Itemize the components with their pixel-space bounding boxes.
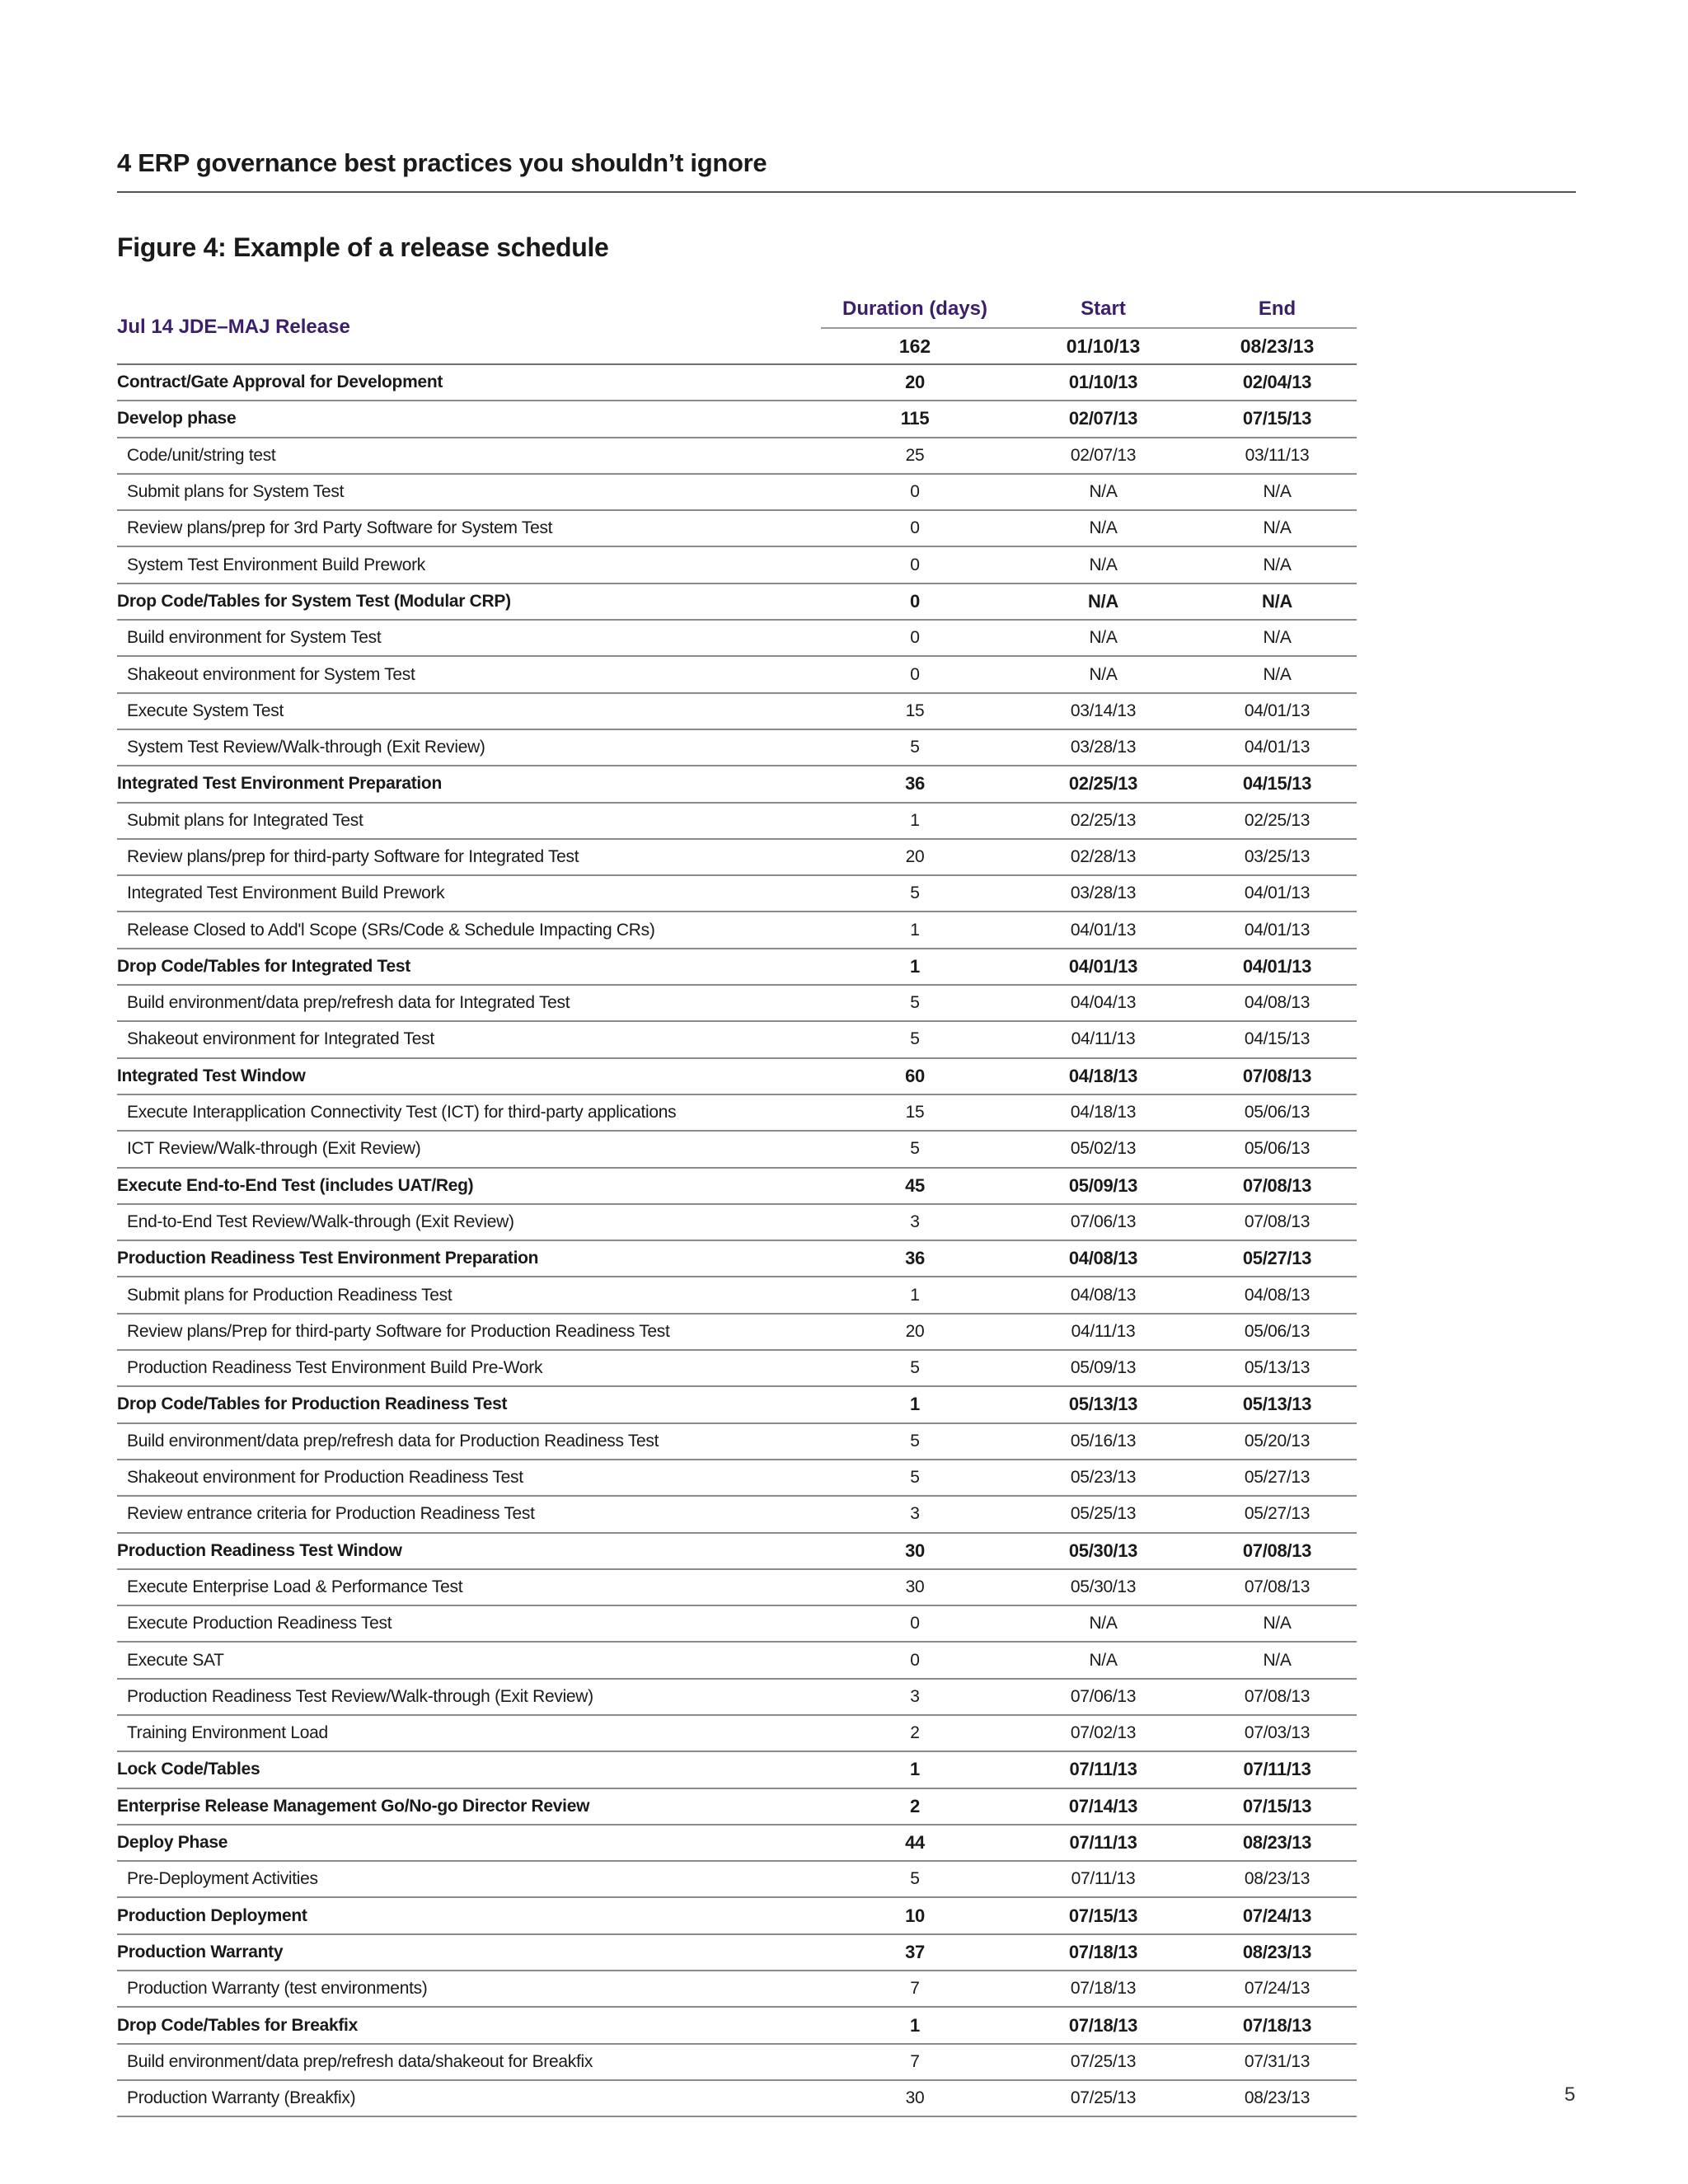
start-date-cell: 04/08/13	[1009, 1277, 1198, 1313]
duration-cell: 44	[821, 1825, 1009, 1861]
table-row	[117, 438, 1357, 474]
start-date-cell: 05/30/13	[1009, 1569, 1198, 1605]
end-date-cell: 04/01/13	[1198, 949, 1357, 985]
start-date-cell: 04/01/13	[1009, 949, 1198, 985]
task-name: Production Readiness Test Window	[117, 1533, 821, 1569]
end-date-cell: 08/23/13	[1198, 2080, 1357, 2116]
duration-cell: 20	[821, 1314, 1009, 1350]
end-date-cell: 02/04/13	[1198, 364, 1357, 401]
phase-row	[117, 1240, 1357, 1277]
table-row	[117, 1642, 1357, 1678]
phase-row	[117, 401, 1357, 437]
task-name: Develop phase	[117, 401, 821, 437]
start-date-cell: N/A	[1009, 656, 1198, 692]
end-date-cell: 05/27/13	[1198, 1240, 1357, 1277]
duration-cell: 5	[821, 875, 1009, 912]
task-name: Build environment/data prep/refresh data for Integrated Test	[117, 985, 821, 1021]
duration-cell: 1	[821, 912, 1009, 948]
table-row	[117, 1861, 1357, 1897]
task-name: Shakeout environment for System Test	[117, 656, 821, 692]
task-name: End-to-End Test Review/Walk-through (Exit Review)	[117, 1204, 821, 1240]
task-name: Review plans/prep for 3rd Party Software for System Test	[117, 510, 821, 546]
task-name: Production Warranty	[117, 1934, 821, 1971]
end-date-cell: 02/25/13	[1198, 803, 1357, 839]
column-header-start: Start	[1009, 291, 1198, 328]
end-date-cell: 07/08/13	[1198, 1533, 1357, 1569]
end-date-cell: N/A	[1198, 1642, 1357, 1678]
duration-cell: 1	[821, 949, 1009, 985]
duration-cell: 3	[821, 1204, 1009, 1240]
end-date-cell: N/A	[1198, 546, 1357, 583]
table-row	[117, 546, 1357, 583]
task-name: Drop Code/Tables for Breakfix	[117, 2007, 821, 2043]
table-row	[117, 1679, 1357, 1715]
duration-cell: 5	[821, 1131, 1009, 1167]
end-date-cell: 04/08/13	[1198, 1277, 1357, 1313]
end-date-cell: 07/24/13	[1198, 1897, 1357, 1933]
table-row	[117, 1569, 1357, 1605]
start-date-cell: N/A	[1009, 474, 1198, 510]
duration-cell: 10	[821, 1897, 1009, 1933]
duration-cell: 1	[821, 1277, 1009, 1313]
release-label: Jul 14 JDE–MAJ Release	[117, 291, 821, 364]
table-row	[117, 729, 1357, 766]
header-divider	[117, 191, 1576, 193]
start-date-cell: N/A	[1009, 1642, 1198, 1678]
task-name: Review plans/prep for third-party Software for Integrated Test	[117, 839, 821, 875]
table-row	[117, 474, 1357, 510]
task-name: Production Readiness Test Review/Walk-through (Exit Review)	[117, 1679, 821, 1715]
total-start: 01/10/13	[1009, 328, 1198, 364]
page-number: 5	[1564, 2083, 1576, 2106]
duration-cell: 7	[821, 1971, 1009, 2007]
end-date-cell: N/A	[1198, 474, 1357, 510]
table-row	[117, 656, 1357, 692]
task-name: Integrated Test Environment Preparation	[117, 766, 821, 802]
end-date-cell: 04/15/13	[1198, 766, 1357, 802]
start-date-cell: 07/06/13	[1009, 1204, 1198, 1240]
start-date-cell: 07/15/13	[1009, 1897, 1198, 1933]
end-date-cell: N/A	[1198, 656, 1357, 692]
table-row	[117, 912, 1357, 948]
task-name: Build environment/data prep/refresh data for Production Readiness Test	[117, 1423, 821, 1460]
end-date-cell: 04/01/13	[1198, 729, 1357, 766]
start-date-cell: 07/02/13	[1009, 1715, 1198, 1751]
task-name: Submit plans for Integrated Test	[117, 803, 821, 839]
start-date-cell: 03/28/13	[1009, 875, 1198, 912]
task-name: Shakeout environment for Production Readiness Test	[117, 1460, 821, 1496]
end-date-cell: 03/11/13	[1198, 438, 1357, 474]
table-row	[117, 875, 1357, 912]
duration-cell: 60	[821, 1058, 1009, 1094]
column-header-end: End	[1198, 291, 1357, 328]
duration-cell: 45	[821, 1168, 1009, 1204]
start-date-cell: 07/25/13	[1009, 2044, 1198, 2080]
task-name: Pre-Deployment Activities	[117, 1861, 821, 1897]
duration-cell: 0	[821, 1605, 1009, 1642]
start-date-cell: 04/08/13	[1009, 1240, 1198, 1277]
table-row	[117, 1021, 1357, 1057]
end-date-cell: 05/13/13	[1198, 1350, 1357, 1386]
start-date-cell: 07/14/13	[1009, 1788, 1198, 1825]
start-date-cell: 04/01/13	[1009, 912, 1198, 948]
phase-row	[117, 949, 1357, 985]
task-name: Release Closed to Add'l Scope (SRs/Code & Schedule Impacting CRs)	[117, 912, 821, 948]
start-date-cell: 07/18/13	[1009, 2007, 1198, 2043]
table-row	[117, 2044, 1357, 2080]
end-date-cell: 05/06/13	[1198, 1094, 1357, 1131]
task-name: Execute System Test	[117, 693, 821, 729]
table-row	[117, 1204, 1357, 1240]
duration-cell: 5	[821, 1460, 1009, 1496]
table-row	[117, 985, 1357, 1021]
release-schedule-table	[117, 291, 1357, 2117]
end-date-cell: 04/15/13	[1198, 1021, 1357, 1057]
task-name: System Test Environment Build Prework	[117, 546, 821, 583]
task-name: Enterprise Release Management Go/No-go Director Review	[117, 1788, 821, 1825]
task-name: Training Environment Load	[117, 1715, 821, 1751]
start-date-cell: 02/25/13	[1009, 803, 1198, 839]
end-date-cell: 08/23/13	[1198, 1934, 1357, 1971]
table-row	[117, 839, 1357, 875]
duration-cell: 5	[821, 1861, 1009, 1897]
end-date-cell: 07/08/13	[1198, 1679, 1357, 1715]
duration-cell: 0	[821, 620, 1009, 656]
duration-cell: 115	[821, 401, 1009, 437]
start-date-cell: 04/11/13	[1009, 1314, 1198, 1350]
end-date-cell: N/A	[1198, 1605, 1357, 1642]
task-name: Lock Code/Tables	[117, 1751, 821, 1788]
task-name: Drop Code/Tables for Production Readiness Test	[117, 1386, 821, 1422]
phase-row	[117, 1897, 1357, 1933]
duration-cell: 3	[821, 1496, 1009, 1532]
end-date-cell: 08/23/13	[1198, 1825, 1357, 1861]
end-date-cell: 07/31/13	[1198, 2044, 1357, 2080]
duration-cell: 30	[821, 1533, 1009, 1569]
duration-cell: 0	[821, 656, 1009, 692]
end-date-cell: 04/01/13	[1198, 912, 1357, 948]
table-row	[117, 1350, 1357, 1386]
task-name: Production Deployment	[117, 1897, 821, 1933]
start-date-cell: 04/18/13	[1009, 1058, 1198, 1094]
duration-cell: 2	[821, 1715, 1009, 1751]
task-name: Execute Enterprise Load & Performance Test	[117, 1569, 821, 1605]
task-name: System Test Review/Walk-through (Exit Review)	[117, 729, 821, 766]
task-name: Contract/Gate Approval for Development	[117, 364, 821, 401]
task-name: Code/unit/string test	[117, 438, 821, 474]
start-date-cell: 03/14/13	[1009, 693, 1198, 729]
table-row	[117, 1314, 1357, 1350]
task-name: Production Warranty (Breakfix)	[117, 2080, 821, 2116]
table-row	[117, 1460, 1357, 1496]
start-date-cell: 07/18/13	[1009, 1934, 1198, 1971]
start-date-cell: 07/11/13	[1009, 1825, 1198, 1861]
figure-title: Figure 4: Example of a release schedule	[117, 232, 609, 262]
start-date-cell: 05/25/13	[1009, 1496, 1198, 1532]
phase-row	[117, 364, 1357, 401]
duration-cell: 0	[821, 510, 1009, 546]
start-date-cell: 02/07/13	[1009, 401, 1198, 437]
table-row	[117, 803, 1357, 839]
table-row	[117, 1277, 1357, 1313]
task-name: Production Readiness Test Environment Build Pre-Work	[117, 1350, 821, 1386]
start-date-cell: 02/25/13	[1009, 766, 1198, 802]
phase-row	[117, 1788, 1357, 1825]
phase-row	[117, 1825, 1357, 1861]
duration-cell: 15	[821, 693, 1009, 729]
duration-cell: 5	[821, 1021, 1009, 1057]
table-row	[117, 1423, 1357, 1460]
duration-cell: 5	[821, 1423, 1009, 1460]
table-row	[117, 1971, 1357, 2007]
end-date-cell: 03/25/13	[1198, 839, 1357, 875]
duration-cell: 37	[821, 1934, 1009, 1971]
task-name: Execute SAT	[117, 1642, 821, 1678]
table-row	[117, 1094, 1357, 1131]
task-name: Deploy Phase	[117, 1825, 821, 1861]
phase-row	[117, 2007, 1357, 2043]
end-date-cell: 07/15/13	[1198, 1788, 1357, 1825]
end-date-cell: 04/01/13	[1198, 875, 1357, 912]
start-date-cell: 02/07/13	[1009, 438, 1198, 474]
start-date-cell: 05/13/13	[1009, 1386, 1198, 1422]
start-date-cell: 05/09/13	[1009, 1350, 1198, 1386]
end-date-cell: 07/08/13	[1198, 1569, 1357, 1605]
end-date-cell: 07/08/13	[1198, 1204, 1357, 1240]
task-name: Submit plans for System Test	[117, 474, 821, 510]
start-date-cell: 05/02/13	[1009, 1131, 1198, 1167]
phase-row	[117, 766, 1357, 802]
duration-cell: 0	[821, 583, 1009, 620]
duration-cell: 2	[821, 1788, 1009, 1825]
start-date-cell: 05/23/13	[1009, 1460, 1198, 1496]
end-date-cell: 04/08/13	[1198, 985, 1357, 1021]
phase-row	[117, 1533, 1357, 1569]
duration-cell: 15	[821, 1094, 1009, 1131]
start-date-cell: N/A	[1009, 583, 1198, 620]
end-date-cell: 07/15/13	[1198, 401, 1357, 437]
duration-cell: 36	[821, 766, 1009, 802]
start-date-cell: 07/11/13	[1009, 1751, 1198, 1788]
start-date-cell: 03/28/13	[1009, 729, 1198, 766]
start-date-cell: 01/10/13	[1009, 364, 1198, 401]
end-date-cell: 08/23/13	[1198, 1861, 1357, 1897]
end-date-cell: 05/13/13	[1198, 1386, 1357, 1422]
start-date-cell: N/A	[1009, 546, 1198, 583]
schedule-rows	[117, 364, 1357, 2116]
task-name: Build environment for System Test	[117, 620, 821, 656]
task-name: ICT Review/Walk-through (Exit Review)	[117, 1131, 821, 1167]
task-name: Integrated Test Environment Build Prework	[117, 875, 821, 912]
duration-cell: 30	[821, 1569, 1009, 1605]
task-name: Review entrance criteria for Production Readiness Test	[117, 1496, 821, 1532]
start-date-cell: N/A	[1009, 510, 1198, 546]
duration-cell: 20	[821, 839, 1009, 875]
end-date-cell: 07/08/13	[1198, 1168, 1357, 1204]
start-date-cell: 07/18/13	[1009, 1971, 1198, 2007]
duration-cell: 30	[821, 2080, 1009, 2116]
end-date-cell: 05/20/13	[1198, 1423, 1357, 1460]
start-date-cell: 05/09/13	[1009, 1168, 1198, 1204]
table-row	[117, 1605, 1357, 1642]
start-date-cell: 04/11/13	[1009, 1021, 1198, 1057]
duration-cell: 0	[821, 1642, 1009, 1678]
duration-cell: 1	[821, 1751, 1009, 1788]
column-header-duration: Duration (days)	[821, 291, 1009, 328]
end-date-cell: 05/27/13	[1198, 1460, 1357, 1496]
duration-cell: 1	[821, 803, 1009, 839]
duration-cell: 25	[821, 438, 1009, 474]
document-header: 4 ERP governance best practices you shouldn’t ignore	[117, 148, 767, 177]
end-date-cell: 05/06/13	[1198, 1314, 1357, 1350]
table-row	[117, 1496, 1357, 1532]
start-date-cell: 04/04/13	[1009, 985, 1198, 1021]
task-name: Execute End-to-End Test (includes UAT/Reg)	[117, 1168, 821, 1204]
total-duration: 162	[821, 328, 1009, 364]
table-row	[117, 620, 1357, 656]
start-date-cell: 05/30/13	[1009, 1533, 1198, 1569]
end-date-cell: 07/11/13	[1198, 1751, 1357, 1788]
start-date-cell: N/A	[1009, 1605, 1198, 1642]
phase-row	[117, 1386, 1357, 1422]
phase-row	[117, 1168, 1357, 1204]
task-name: Build environment/data prep/refresh data/shakeout for Breakfix	[117, 2044, 821, 2080]
task-name: Shakeout environment for Integrated Test	[117, 1021, 821, 1057]
table-row	[117, 510, 1357, 546]
table-row	[117, 1131, 1357, 1167]
start-date-cell: 04/18/13	[1009, 1094, 1198, 1131]
task-name: Integrated Test Window	[117, 1058, 821, 1094]
start-date-cell: 07/11/13	[1009, 1861, 1198, 1897]
end-date-cell: 07/08/13	[1198, 1058, 1357, 1094]
duration-cell: 0	[821, 474, 1009, 510]
start-date-cell: N/A	[1009, 620, 1198, 656]
table-row	[117, 2080, 1357, 2116]
task-name: Review plans/Prep for third-party Software for Production Readiness Test	[117, 1314, 821, 1350]
end-date-cell: N/A	[1198, 620, 1357, 656]
phase-row	[117, 583, 1357, 620]
duration-cell: 1	[821, 1386, 1009, 1422]
duration-cell: 20	[821, 364, 1009, 401]
end-date-cell: N/A	[1198, 510, 1357, 546]
task-name: Execute Interapplication Connectivity Test (ICT) for third-party applications	[117, 1094, 821, 1131]
task-name: Production Warranty (test environments)	[117, 1971, 821, 2007]
duration-cell: 7	[821, 2044, 1009, 2080]
end-date-cell: 07/03/13	[1198, 1715, 1357, 1751]
phase-row	[117, 1934, 1357, 1971]
task-name: Drop Code/Tables for Integrated Test	[117, 949, 821, 985]
end-date-cell: 07/24/13	[1198, 1971, 1357, 2007]
end-date-cell: 05/27/13	[1198, 1496, 1357, 1532]
end-date-cell: N/A	[1198, 583, 1357, 620]
start-date-cell: 07/25/13	[1009, 2080, 1198, 2116]
table-row	[117, 693, 1357, 729]
duration-cell: 5	[821, 1350, 1009, 1386]
total-end: 08/23/13	[1198, 328, 1357, 364]
duration-cell: 3	[821, 1679, 1009, 1715]
end-date-cell: 07/18/13	[1198, 2007, 1357, 2043]
duration-cell: 0	[821, 546, 1009, 583]
duration-cell: 36	[821, 1240, 1009, 1277]
task-name: Production Readiness Test Environment Preparation	[117, 1240, 821, 1277]
end-date-cell: 04/01/13	[1198, 693, 1357, 729]
duration-cell: 5	[821, 729, 1009, 766]
start-date-cell: 02/28/13	[1009, 839, 1198, 875]
duration-cell: 1	[821, 2007, 1009, 2043]
task-name: Drop Code/Tables for System Test (Modular CRP)	[117, 583, 821, 620]
phase-row	[117, 1751, 1357, 1788]
task-name: Submit plans for Production Readiness Test	[117, 1277, 821, 1313]
duration-cell: 5	[821, 985, 1009, 1021]
start-date-cell: 05/16/13	[1009, 1423, 1198, 1460]
table-row	[117, 1715, 1357, 1751]
phase-row	[117, 1058, 1357, 1094]
task-name: Execute Production Readiness Test	[117, 1605, 821, 1642]
start-date-cell: 07/06/13	[1009, 1679, 1198, 1715]
end-date-cell: 05/06/13	[1198, 1131, 1357, 1167]
